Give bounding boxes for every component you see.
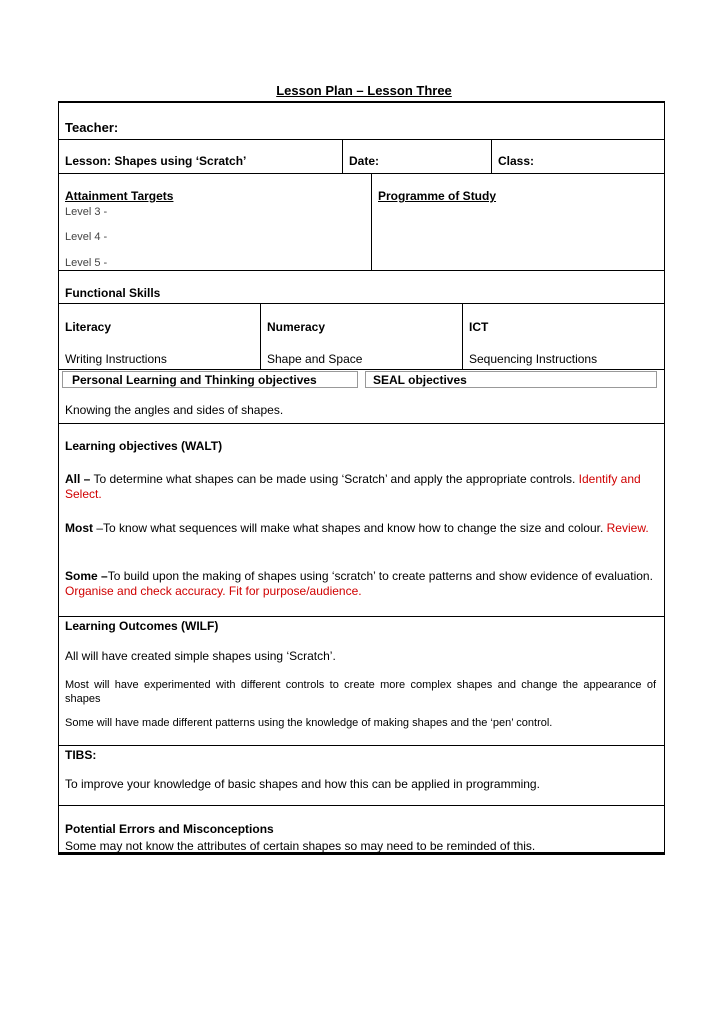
attainment-cell <box>59 174 371 270</box>
teacher-row <box>59 103 664 140</box>
programme-cell <box>371 174 664 270</box>
walt-all-text: To determine what shapes can be made using ‘Scratch’ and apply the appropriate controls. <box>90 472 579 486</box>
errors-row <box>59 806 664 854</box>
tibs-row <box>59 746 664 806</box>
numeracy-cell <box>260 304 462 369</box>
walt-most-lead: Most <box>65 521 93 535</box>
level-5: Level 5 - <box>65 257 108 269</box>
wilf-most: Most will have experimented with different controls to create more complex shapes and change the appearance of shapes <box>65 679 656 705</box>
walt-all <box>65 472 656 502</box>
lesson-cell <box>59 140 342 173</box>
lesson-plan-table <box>58 101 665 855</box>
attainment-heading: Attainment Targets <box>65 189 174 203</box>
walt-most <box>65 521 656 536</box>
wilf-heading: Learning Outcomes (WILF) <box>65 619 219 633</box>
literacy-cell <box>59 304 260 369</box>
functional-skills-row <box>59 271 664 304</box>
date-cell <box>342 140 491 173</box>
walt-row <box>59 424 664 617</box>
ict-cell <box>462 304 664 369</box>
plts-text: Knowing the angles and sides of shapes. <box>65 403 284 417</box>
page-title: Lesson Plan – Lesson Three <box>276 83 452 98</box>
functional-skills-heading: Functional Skills <box>65 286 161 300</box>
tibs-heading: TIBS: <box>65 748 97 762</box>
errors-heading: Potential Errors and Misconceptions <box>65 822 274 836</box>
walt-most-red: Review. <box>606 521 649 535</box>
plts-heading: Personal Learning and Thinking objectives <box>72 373 317 387</box>
date-label: Date: <box>349 154 380 168</box>
lesson-row <box>59 140 664 174</box>
walt-some <box>65 569 656 599</box>
walt-all-red: Identify and Select. <box>65 472 641 501</box>
walt-heading: Learning objectives (WALT) <box>65 439 223 453</box>
skills-columns-row <box>59 304 664 370</box>
plts-row <box>59 370 664 424</box>
seal-heading: SEAL objectives <box>373 373 467 387</box>
wilf-some: Some will have made different patterns using the knowledge of making shapes and the ‘pen’ control. <box>65 717 553 729</box>
errors-text: Some may not know the attributes of certain shapes so may need to be reminded of this. <box>65 839 536 853</box>
walt-all-lead: All – <box>65 472 91 486</box>
class-label: Class: <box>498 154 535 168</box>
numeracy-value: Shape and Space <box>267 352 363 366</box>
numeracy-heading: Numeracy <box>267 320 326 334</box>
level-4: Level 4 - <box>65 231 108 243</box>
plts-box <box>62 371 358 388</box>
literacy-heading: Literacy <box>65 320 112 334</box>
ict-value: Sequencing Instructions <box>469 352 598 366</box>
lesson-label: Lesson: Shapes using ‘Scratch’ <box>65 154 247 168</box>
seal-box <box>365 371 657 388</box>
tibs-text: To improve your knowledge of basic shapes and how this can be applied in programming. <box>65 777 540 791</box>
programme-heading: Programme of Study <box>378 189 497 203</box>
literacy-value: Writing Instructions <box>65 352 167 366</box>
ict-heading: ICT <box>469 320 489 334</box>
wilf-row <box>59 617 664 746</box>
level-3: Level 3 - <box>65 206 108 218</box>
walt-some-text: To build upon the making of shapes using ‘scratch’ to create patterns and show evidence of evaluation. <box>107 569 653 583</box>
teacher-label: Teacher: <box>65 120 119 135</box>
class-cell <box>491 140 664 173</box>
walt-most-text: –To know what sequences will make what shapes and know how to change the size and colour. <box>93 521 607 535</box>
attainment-row <box>59 174 664 271</box>
walt-some-lead: Some – <box>65 569 108 583</box>
wilf-all: All will have created simple shapes using ‘Scratch’. <box>65 649 336 663</box>
walt-some-red: Organise and check accuracy. Fit for purpose/audience. <box>65 584 362 598</box>
